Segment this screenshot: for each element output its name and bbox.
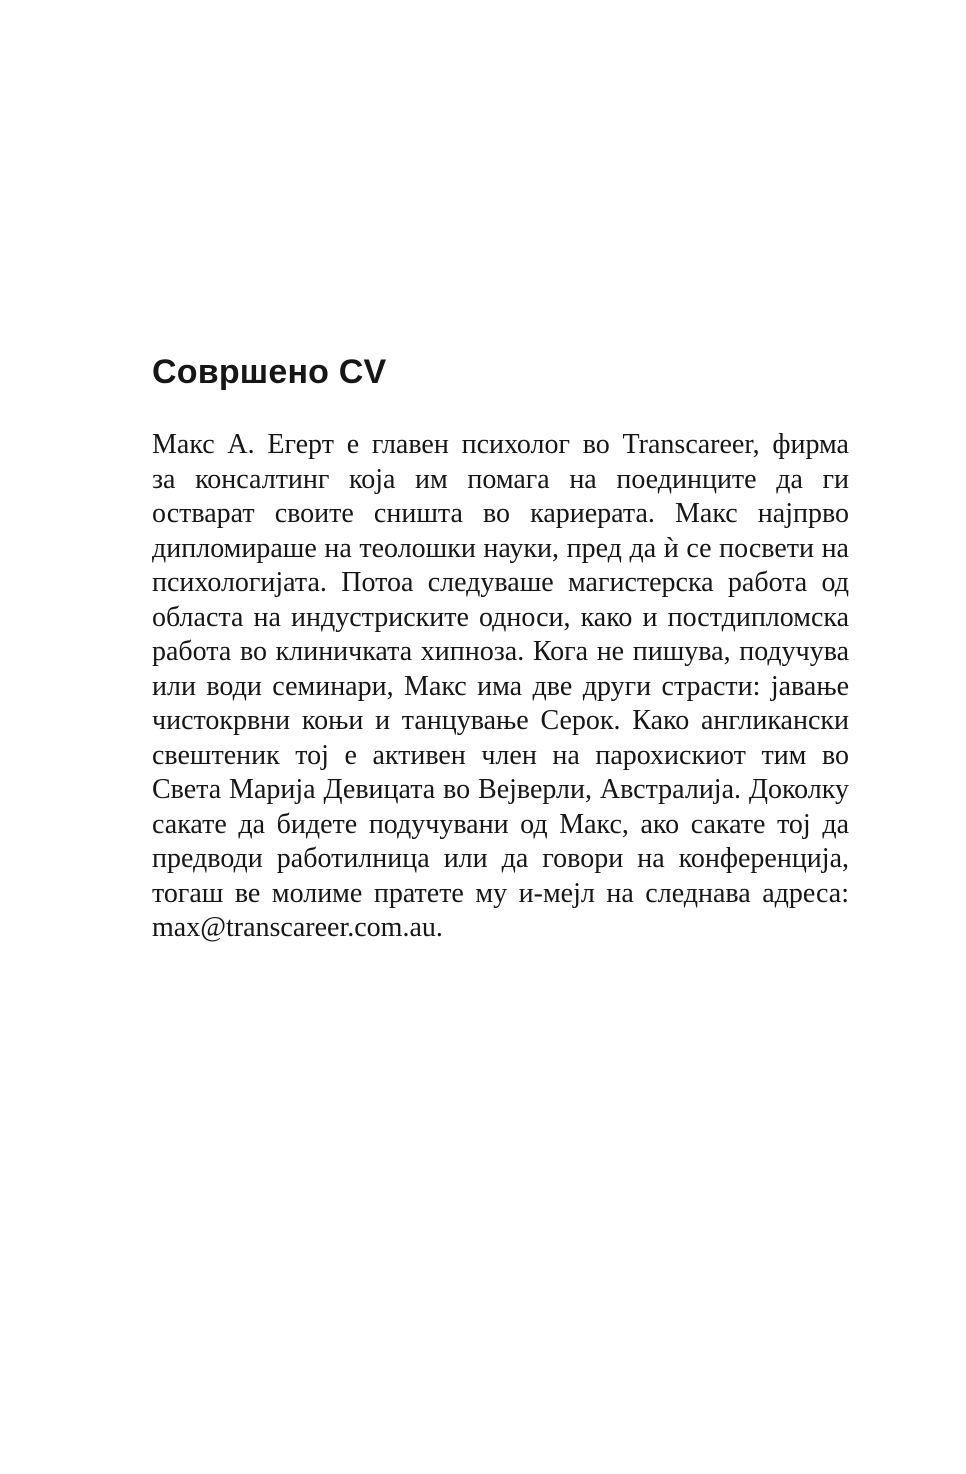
paragraph-line: чистокрвни коњи и танцување Серок. Како англикански [152,705,849,736]
bio-paragraph [152,428,849,946]
paragraph-line: дипломираше на теолошки науки, пред да ѝ се посвети на [152,532,849,564]
page-title: Совршено CV [152,353,387,391]
paragraph-line: за консалтинг која им помага на поединците да ги [152,463,849,495]
paragraph-line: предводи работилница или да говори на конференција, [152,843,849,874]
paragraph-line: областа на индустриските односи, како и постдипломска [152,601,849,633]
paragraph-line: остварат своите сништа во кариерата. Макс најпрво [152,498,849,529]
paragraph-line: свештеник тој е активен член на парохискиот тим во [152,739,849,771]
email-address: max@transcareer.com.au. [152,912,443,943]
paragraph-line: Макс А. Егерт е главен психолог во Transcareer, фирма [152,429,849,460]
paragraph-line: работа во клиничката хипноза. Кога не пишува, подучува [152,636,849,667]
page-content [152,352,849,946]
paragraph-line: тогаш ве молиме пратете му и-мејл на следнава адреса: [152,877,849,909]
paragraph-line: или води семинари, Макс има две други страсти: јавање [152,670,849,702]
paragraph-line: Света Марија Девицата во Вејверли, Австралија. Доколку [152,774,849,805]
paragraph-line: сакате да бидете подучувани од Макс, ако сакате тој да [152,808,849,840]
paragraph-line: психологијата. Потоа следуваше магистерска работа од [152,567,849,598]
